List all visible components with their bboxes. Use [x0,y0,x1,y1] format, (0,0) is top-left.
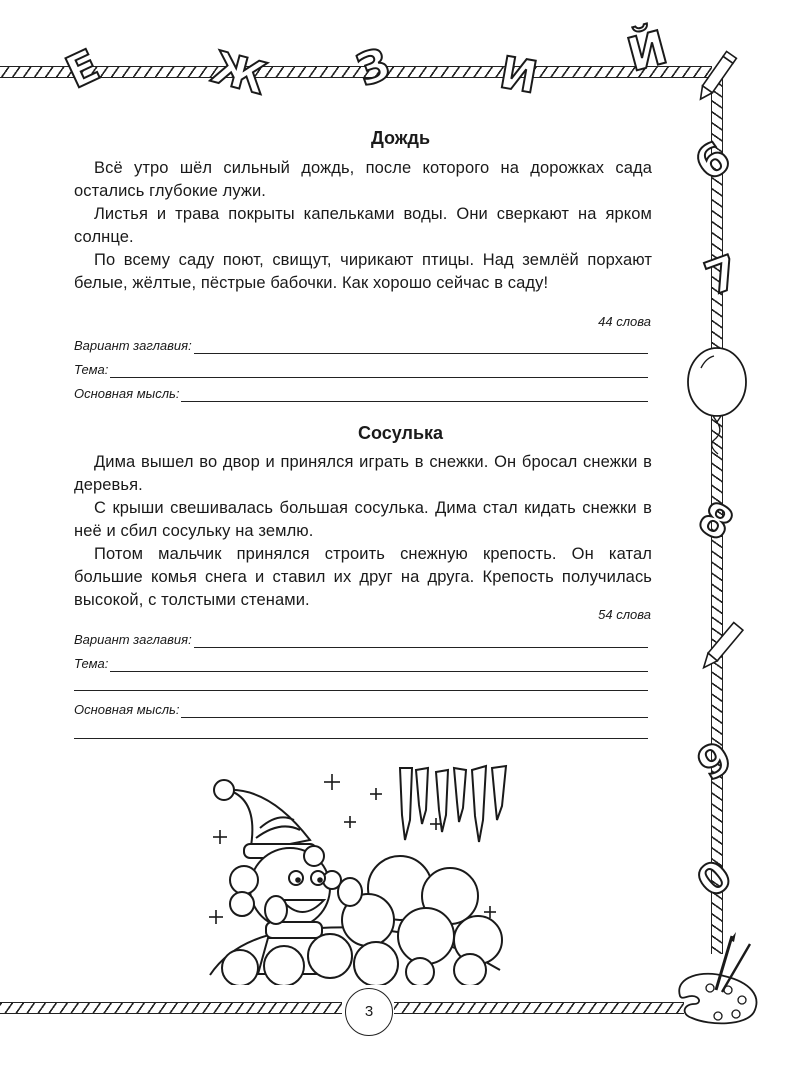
story1-topic-field[interactable] [74,360,648,378]
pencil-icon [694,48,738,106]
border-digit: 9 [689,731,742,792]
story2-topic-field[interactable] [74,654,648,672]
field-label: Основная мысль: [74,702,180,717]
border-letter: Й [621,19,673,83]
page-number: 3 [345,988,393,1036]
bottom-rope-border-left [0,1002,342,1014]
field-label: Вариант заглавия: [74,632,192,647]
story2-extra-line[interactable] [74,690,648,691]
palette-icon [670,930,766,1030]
border-digit: 6 [685,131,741,192]
border-digit: 8 [689,491,742,552]
story1-word-count: 44 слова [598,314,651,329]
story1-paragraph: По всему саду поют, свищут, чирикают птицы. Над землёй порхают белые, жёлтые, пёстрые бабочки. Как хорошо сейчас в саду! [74,251,652,292]
border-digit: 0 [687,850,742,907]
story1-title: Дождь [370,128,431,148]
story2-word-count: 54 слова [598,607,651,622]
pencil-icon [698,616,744,678]
story1-title-variant-field[interactable] [74,336,648,354]
story2-title: Сосулька [357,423,444,443]
field-label: Основная мысль: [74,386,180,401]
border-letter: Е [58,40,108,100]
story2-main-idea-field[interactable] [74,700,648,718]
boy-snow-fort-illustration [200,760,530,985]
field-label: Тема: [74,656,109,671]
story2-paragraph: Дима вышел во двор и принялся играть в снежки. Он бросал снежки в деревья. [74,453,652,494]
border-letter: З [350,38,397,97]
bottom-rope-border-right [394,1002,684,1014]
story2-paragraph: Потом мальчик принялся строить снежную крепость. Он катал большие комья снега и ставил их друг на друга. Крепость получилась высокой, с толстыми стенами. [74,545,652,609]
story2-extra-line[interactable] [74,738,648,739]
border-digit: 7 [697,244,747,306]
field-label: Вариант заглавия: [74,338,192,353]
story1-main-idea-field[interactable] [74,384,648,402]
story2-title-variant-field[interactable] [74,630,648,648]
story1-paragraph: Листья и трава покрыты капельками воды. Они сверкают на ярком солнце. [74,205,652,246]
story1-paragraph: Всё утро шёл сильный дождь, после которого на дорожках сада остались глубокие лужи. [74,159,652,200]
border-letter: Ж [206,41,272,106]
field-label: Тема: [74,362,109,377]
border-letter: И [495,47,542,104]
story2-paragraph: С крыши свешивалась большая сосулька. Дима стал кидать снежки в неё и сбил сосульку на землю. [74,499,652,540]
